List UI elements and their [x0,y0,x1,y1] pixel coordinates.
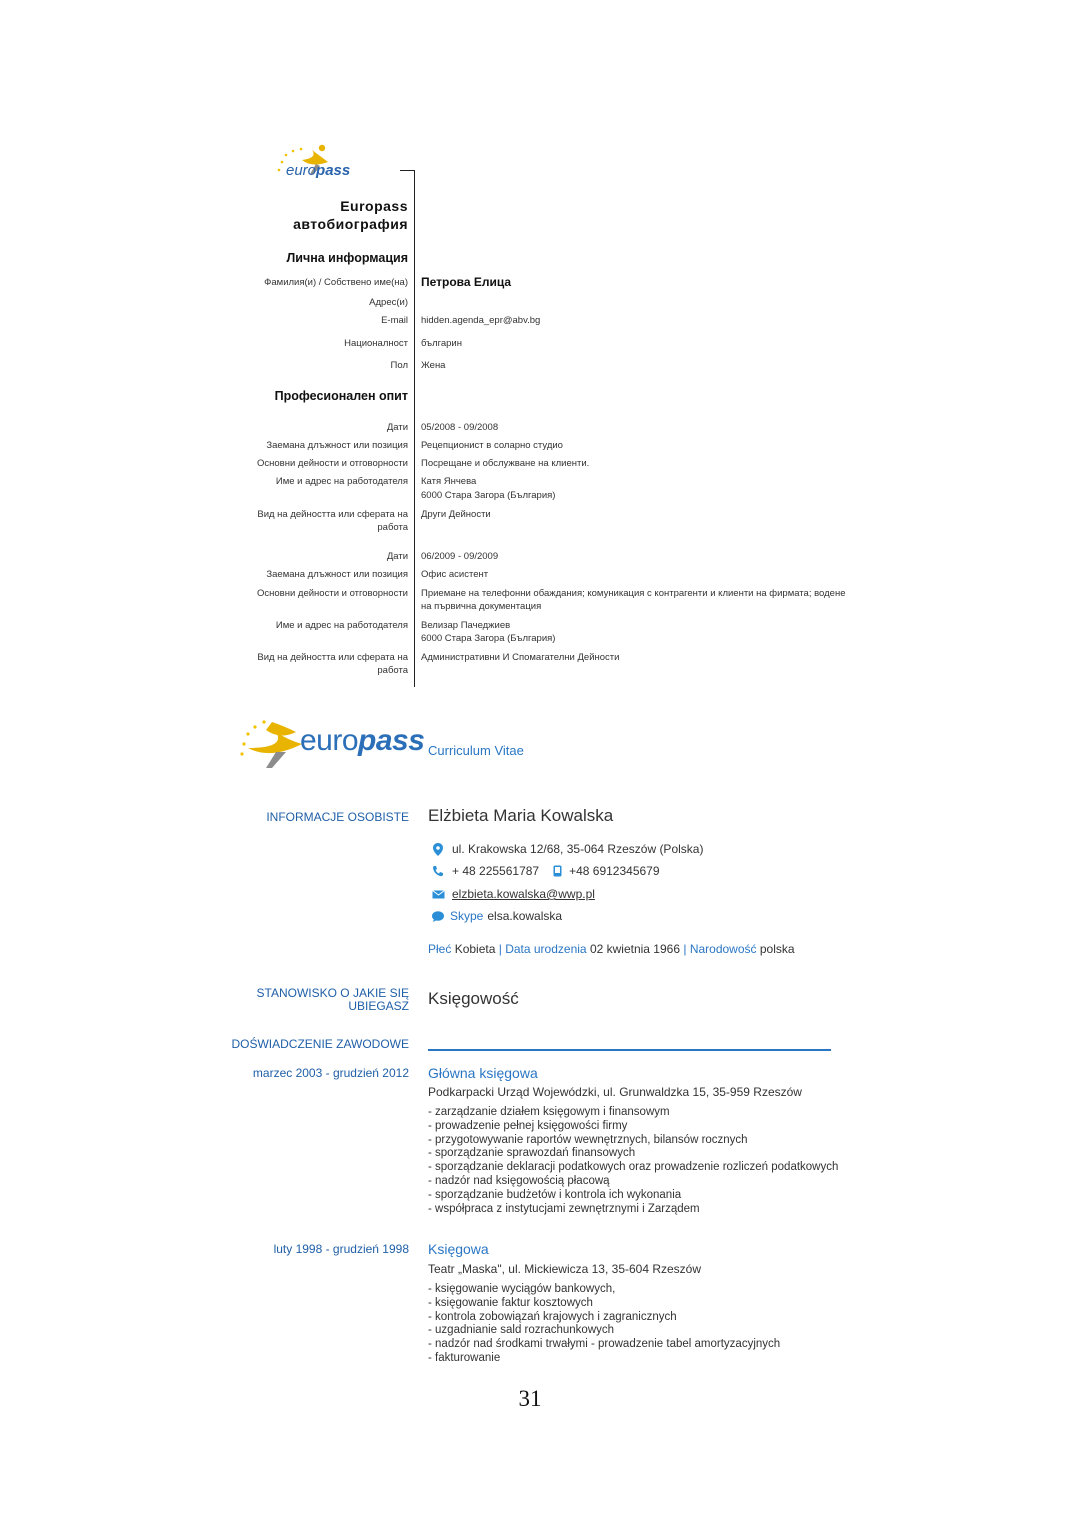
address-row [428,842,703,856]
job2-sector-label-line2: работа [377,665,408,676]
position-value: Księgowość [428,989,519,1008]
list-item: - uzgadnianie sald rozrachunkowych [428,1324,615,1337]
list-item: - sporządzanie sprawozdań finansowych [428,1147,636,1160]
job1-employer-line2: 6000 Стара Загора (България) [421,490,556,501]
section-work-experience: Професионален опит [274,389,408,403]
separator: | [498,942,502,956]
email-row [428,887,595,901]
email-icon [428,890,448,899]
job1-employer-line1: Катя Янчева [421,476,477,487]
list-item: - księgowanie faktur kosztowych [428,1296,593,1309]
list-item: - sporządzanie budżetów i kontrola ich wykonania [428,1188,682,1201]
email-label: E-mail [381,315,408,326]
job2-sector-value: Административни И Спомагателни Дейности [421,652,620,663]
cv-title-line2: автобиография [293,216,408,232]
gender-value: Kobieta [454,942,496,956]
separator: | [683,942,687,956]
job1-dates: marzec 2003 - grudzień 2012 [252,1066,409,1080]
logo-pass: pass [358,724,425,757]
logo-pass: pass [316,162,351,179]
job2-sector-label-line1: Вид на дейността или сферата на [257,652,408,663]
job1-dates-value: 05/2008 - 09/2008 [421,422,499,433]
list-item: - sporządzanie deklaracji podatkowych oraz prowadzenie rozliczeń podatkowych [428,1161,839,1174]
phone-text[interactable]: + 48 225561787 [452,864,540,878]
address-label: Адрес(и) [369,297,408,308]
europass-logo-large [236,718,425,774]
personal-details-row [428,942,795,956]
job1-employer-label: Име и адрес на работодателя [275,476,408,487]
job1-title: Główna księgowa [428,1065,538,1081]
skype-label: Skype [450,909,484,923]
job1-duties-list [428,1106,838,1216]
experience-label: DOŚWIADCZENIE ZAWODOWE [231,1037,409,1051]
divider-tick [400,170,415,171]
gender-value: Жена [421,360,446,371]
job2-position-label: Заемана длъжност или позиция [266,569,408,580]
logo-euro: euro [300,724,359,757]
skype-row [428,909,562,923]
europass-logo-small [272,140,362,190]
job2-title: Księgowa [428,1241,489,1257]
position-label-line1: STANOWISKO O JAKIE SIĘ [256,986,409,1000]
birth-value: 02 kwietnia 1966 [589,942,681,956]
list-item: - fakturowanie [428,1351,501,1364]
job2-dates: luty 1998 - grudzień 1998 [273,1242,409,1256]
location-pin-icon [428,843,448,856]
section-rule [428,1049,831,1051]
chat-bubble-icon [428,911,448,922]
job2-position-value: Офис асистент [421,569,489,580]
job1-dates-label: Дати [386,422,408,433]
mobile-text[interactable]: +48 6912345679 [569,864,660,878]
vertical-divider [414,170,415,687]
nationality-value: българин [421,338,462,349]
cv-title-line1: Europass [340,198,408,214]
phone-row [428,864,660,878]
job2-employer-line1: Велизар Пачеджиев [421,620,511,631]
list-item: - prowadzenie pełnej księgowości firmy [428,1119,628,1132]
job2-employer-line2: 6000 Стара Загора (България) [421,633,556,644]
gender-label: Пол [390,360,408,371]
job1-sector-value: Други Дейности [421,509,491,520]
job1-duties-label: Основни дейности и отговорности [257,458,408,469]
job2-employer: Teatr „Maska", ul. Mickiewicza 13, 35-604 Rzeszów [428,1262,702,1276]
nationality-label: Националност [344,338,408,349]
job1-position-value: Рецепционист в соларно студио [421,440,563,451]
job2-dates-label: Дати [386,551,408,562]
nationality-value: polska [759,942,795,956]
job1-sector-label-line2: работа [377,522,408,533]
list-item: - kontrola zobowiązań krajowych i zagranicznych [428,1310,677,1323]
job2-duties-label: Основни дейности и отговорности [257,588,408,599]
list-item: - nadzór nad księgowością płacową [428,1174,610,1187]
mobile-phone-icon [547,865,567,877]
cv-header: Curriculum Vitae [428,743,524,758]
job1-duties-value: Посрещане и обслужване на клиенти. [421,458,590,469]
name-value: Петрова Елица [421,275,512,289]
list-item: - zarządzanie działem księgowym i finansowym [428,1106,670,1118]
europass-star-figure-icon [236,718,306,774]
name-label: Фамилия(и) / Собствено име(на) [264,277,408,288]
skype-value[interactable]: elsa.kowalska [487,909,563,923]
job1-sector-label-line1: Вид на дейността или сферата на [257,509,408,520]
birth-label: Data urodzenia [505,942,587,956]
job2-dates-value: 06/2009 - 09/2009 [421,551,499,562]
list-item: - współpraca z instytucjami zewnętrznymi i Zarządem [428,1202,700,1215]
personal-info-label: INFORMACJE OSOBISTE [266,810,409,824]
phone-icon [428,865,448,877]
logo-euro: euro [286,162,317,179]
list-item: - nadzór nad środkami trwałymi - prowadzenie tabel amortyzacyjnych [428,1338,781,1351]
page-number: 31 [518,1386,542,1411]
address-text: ul. Krakowska 12/68, 35-064 Rzeszów (Polska) [452,842,704,856]
job1-employer: Podkarpacki Urząd Wojewódzki, ul. Grunwaldzka 15, 35-959 Rzeszów [428,1085,802,1099]
gender-label: Płeć [428,942,452,956]
position-label-line2: UBIEGASZ [348,999,409,1013]
job2-duties-line2: на първична документация [421,601,542,612]
job2-duties-list [428,1283,780,1366]
job2-duties-line1: Приемане на телефонни обаждания; комуникация с контрагенти и клиенти на фирмата; водене [421,588,846,599]
job1-position-label: Заемана длъжност или позиция [266,440,408,451]
list-item: - przygotowywanie raportów wewnętrznych, bilansów rocznych [428,1133,748,1146]
section-personal-info: Лична информация [286,251,408,265]
nationality-label: Narodowość [689,942,757,956]
email-value[interactable]: hidden.agenda_epr@abv.bg [421,315,541,326]
email-link[interactable]: elzbieta.kowalska@wwp.pl [452,887,595,901]
job2-employer-label: Име и адрес на работодателя [275,620,408,631]
full-name: Elżbieta Maria Kowalska [428,806,614,825]
list-item: - księgowanie wyciągów bankowych, [428,1283,616,1295]
